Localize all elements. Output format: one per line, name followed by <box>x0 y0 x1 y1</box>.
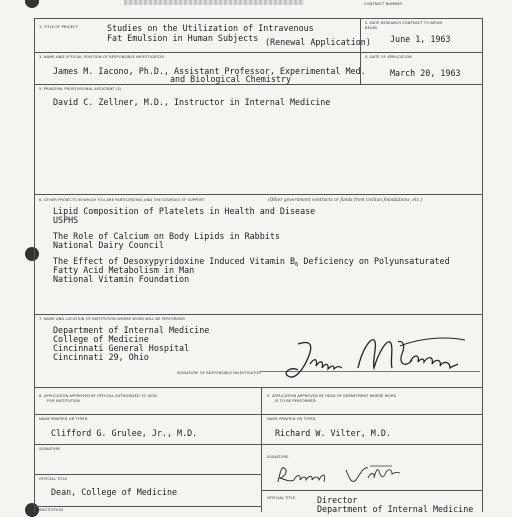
institution-line-1: Department of Internal Medicine <box>53 325 210 335</box>
approval-official-label-1: 8. APPLICATION APPROVED BY OFFICIAL AUTHORIZED TO SIGN <box>39 394 157 398</box>
project-3-title-tail: Deficiency on Polyunsaturated <box>298 256 450 266</box>
project-title-line-1: Studies on the Utilization of Intravenous <box>107 23 314 33</box>
investigator-line-1: James M. Iacono, Ph.D., Assistant Professor, Experimental Med. <box>53 66 366 76</box>
dept-head-title-line-1: Director <box>317 495 358 505</box>
official-name: Clifford G. Grulee, Jr., M.D. <box>51 428 198 438</box>
dept-head-name: Richard W. Vilter, M.D. <box>275 428 391 438</box>
project-1-title: Lipid Composition of Platelets in Health and Disease <box>53 206 316 216</box>
project-2-sponsor: National Dairy Council <box>53 240 164 250</box>
investigator-line-2: and Biological Chemistry <box>170 74 292 84</box>
dept-head-signature-label: SIGNATURE <box>267 455 289 459</box>
dept-head-name-label: NAME PRINTED OR TYPED <box>267 417 316 421</box>
dept-head-title-label: OFFICIAL TITLE <box>267 496 296 500</box>
institution-line-2: College of Medicine <box>53 334 149 344</box>
approval-dept-label-2: IS TO BE PERFORMED <box>275 399 316 403</box>
project-2-title: The Role of Calcium on Body Lipids in Rabbits <box>53 231 280 241</box>
approval-official-label-2: FOR INSTITUTION <box>47 399 80 403</box>
dept-head-signature <box>272 460 412 490</box>
project-3-title-line-2: Fatty Acid Metabolism in Man <box>53 265 195 275</box>
investigator-label: 3. NAME AND OFFICIAL POSITION OF RESPONSIBLE INVESTIGATOR <box>39 55 164 59</box>
date-application-label: 4. DATE OF APPLICATION <box>365 55 412 59</box>
dept-head-title-line-2: Department of Internal Medicine <box>317 504 474 514</box>
project-3-title-text: The Effect of Desoxypyridoxine Induced Vitamin B <box>53 256 296 266</box>
other-projects-label: 6. OTHER PROJECTS IN WHICH YOU ARE PARTICIPATING AND THE SOURCES OF SUPPORT <box>39 198 205 202</box>
form-header-strip <box>34 0 481 18</box>
project-title-line-2: Fat Emulsion in Human Subjects <box>107 33 259 43</box>
date-application-value: March 20, 1963 <box>390 68 461 78</box>
signature-investigator-label: SIGNATURE OF RESPONSIBLE INVESTIGATOR <box>177 371 261 375</box>
institution-label: 7. NAME AND LOCATION OF INSTITUTION WHERE WORK WILL BE PERFORMED <box>39 317 185 321</box>
header-smudge <box>124 0 304 5</box>
vitamin-subscript: 6 <box>295 262 299 268</box>
institution-line-3: Cincinnati General Hospital <box>53 343 190 353</box>
principal-assistant-label: 5. PRINCIPAL PROFESSIONAL ASSISTANT (S) <box>39 87 122 91</box>
other-projects-note: (Other government contracts or funds from civilian foundations, etc.) <box>268 197 423 202</box>
official-signature-label: SIGNATURE <box>39 447 61 451</box>
investigator-signature <box>280 330 470 390</box>
renewal-note: (Renewal Application) <box>265 37 371 47</box>
approval-dept-label-1: 9. APPLICATION APPROVED BY HEAD OF DEPARTMENT WHERE WORK <box>267 394 397 398</box>
date-research-value: June 1, 1963 <box>390 34 451 44</box>
official-title: Dean, College of Medicine <box>51 487 178 497</box>
project-3-sponsor: National Vitamin Foundation <box>53 274 190 284</box>
principal-assistant-value: David C. Zellner, M.D., Instructor in Internal Medicine <box>53 97 331 107</box>
official-title-label: OFFICIAL TITLE <box>39 477 68 481</box>
project-title-label: 1. TITLE OF PROJECT <box>39 25 78 29</box>
institution-bottom-label: INSTITUTION <box>39 508 63 512</box>
research-application-form <box>34 18 483 512</box>
institution-line-4: Cincinnati 29, Ohio <box>53 352 149 362</box>
date-research-label: 2. DATE RESEARCH CONTRACT TO BEGIN <box>365 21 443 25</box>
date-research-label-cont: BEGIN <box>365 26 377 30</box>
official-name-label: NAME PRINTED OR TYPED <box>39 417 88 421</box>
contract-number-label: CONTRACT NUMBER <box>364 2 402 6</box>
project-1-sponsor: USPHS <box>53 215 79 225</box>
